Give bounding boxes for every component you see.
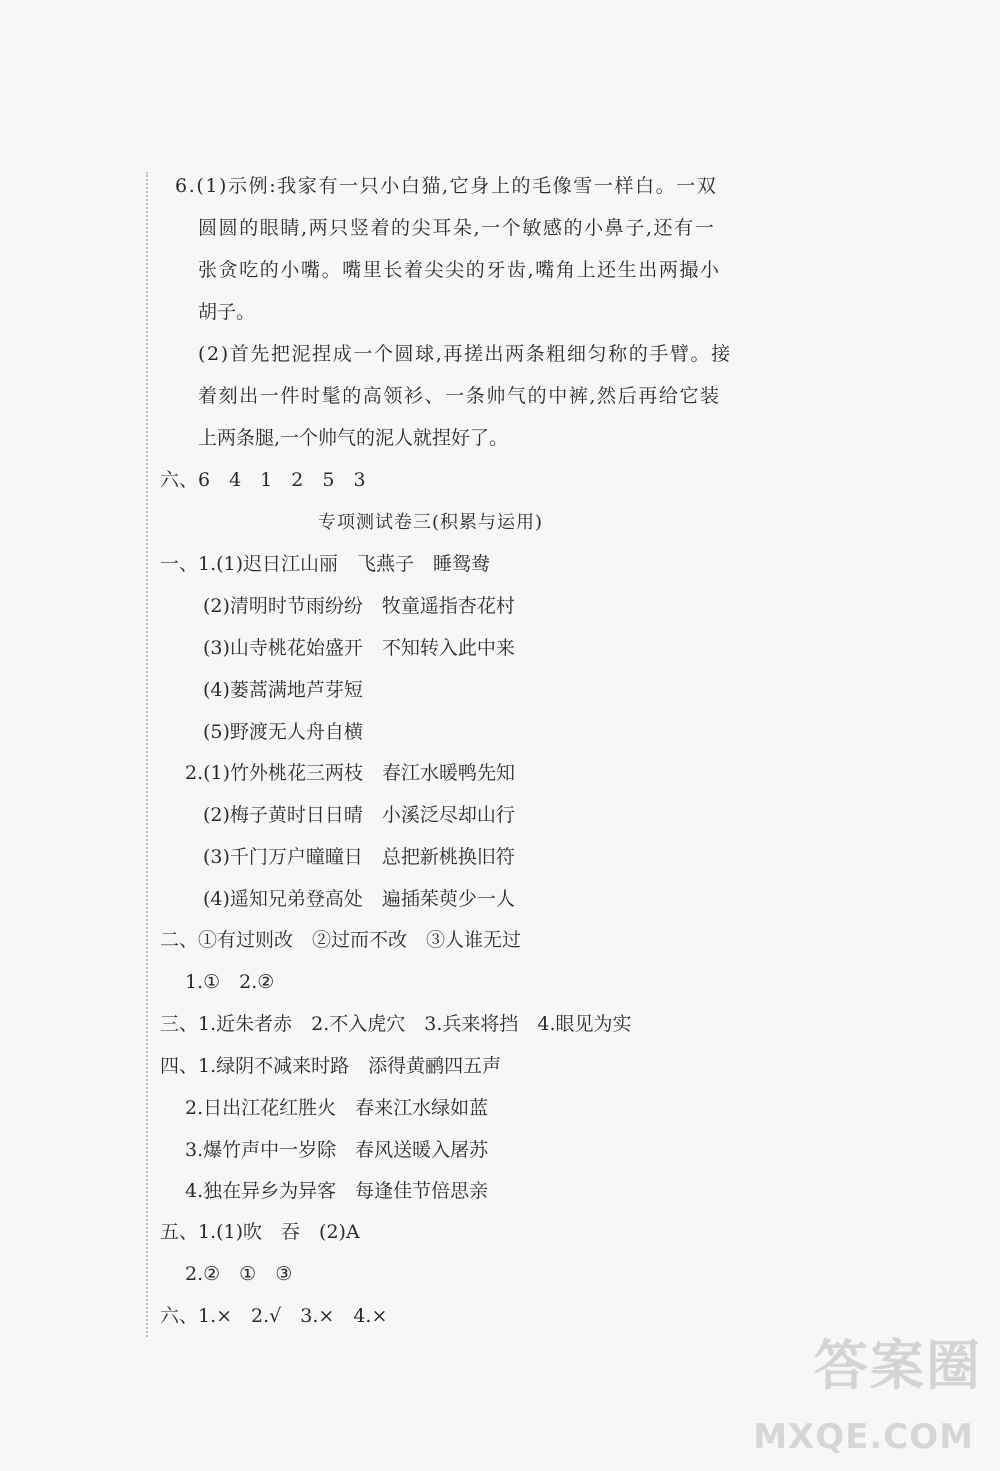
answer-line-16: (3)千门万户曈曈日 总把新桃换旧符 xyxy=(203,846,515,868)
answer-line-20: 三、1.近朱者赤 2.不入虎穴 3.兵来将挡 4.眼见为实 xyxy=(160,1013,632,1035)
answer-line-12: (4)蒌蒿满地芦芽短 xyxy=(203,679,363,701)
answer-line-23: 3.爆竹声中一岁除 春风送暖入屠苏 xyxy=(185,1139,489,1161)
watermark-domain: MXQE.COM xyxy=(753,1417,974,1457)
answer-line-27: 六、1.× 2.√ 3.× 4.× xyxy=(160,1305,388,1327)
answer-line-11: (3)山寺桃花始盛开 不知转入此中来 xyxy=(203,637,515,659)
binding-margin-line xyxy=(146,172,148,1337)
answer-line-5: (2)首先把泥捏成一个圆球,再搓出两条粗细匀称的手臂。接 xyxy=(198,343,732,365)
answer-line-26: 2.② ① ③ xyxy=(185,1263,293,1285)
answer-line-1: 6.(1)示例:我家有一只小白猫,它身上的毛像雪一样白。一双 xyxy=(175,175,718,197)
answer-line-2: 圆圆的眼睛,两只竖着的尖耳朵,一个敏感的小鼻子,还有一 xyxy=(198,217,716,239)
answer-line-15: (2)梅子黄时日日晴 小溪泛尽却山行 xyxy=(203,804,515,826)
watermark-logo: 答案圈 xyxy=(814,1334,982,1397)
answer-line-25: 五、1.(1)吹 吞 (2)A xyxy=(160,1221,360,1243)
answer-line-3: 张贪吃的小嘴。嘴里长着尖尖的牙齿,嘴角上还生出两撮小 xyxy=(198,259,721,281)
answer-line-8: 六、6 4 1 2 5 3 xyxy=(160,469,366,491)
section-title: 专项测试卷三(积累与运用) xyxy=(318,512,544,533)
answer-line-6: 着刻出一件时髦的高领衫、一条帅气的中裤,然后再给它装 xyxy=(198,385,721,407)
answer-line-21: 四、1.绿阴不减来时路 添得黄鹂四五声 xyxy=(160,1055,502,1077)
answer-line-19: 1.① 2.② xyxy=(185,971,275,993)
answer-line-18: 二、①有过则改 ②过而不改 ③人谁无过 xyxy=(160,929,522,951)
answer-line-24: 4.独在异乡为异客 每逢佳节倍思亲 xyxy=(185,1180,489,1202)
answer-line-13: (5)野渡无人舟自横 xyxy=(203,721,363,743)
answer-line-22: 2.日出江花红胜火 春来江水绿如蓝 xyxy=(185,1097,489,1119)
answer-line-4: 胡子。 xyxy=(198,301,256,323)
answer-line-14: 2.(1)竹外桃花三两枝 春江水暖鸭先知 xyxy=(185,762,516,784)
answer-line-7: 上两条腿,一个帅气的泥人就捏好了。 xyxy=(198,427,509,449)
answer-line-17: (4)遥知兄弟登高处 遍插茱萸少一人 xyxy=(203,888,515,910)
site-watermark xyxy=(732,1323,982,1463)
answer-line-10: (2)清明时节雨纷纷 牧童遥指杏花村 xyxy=(203,595,515,617)
answer-line-9: 一、1.(1)迟日江山丽 飞燕子 睡鸳鸯 xyxy=(160,553,491,575)
